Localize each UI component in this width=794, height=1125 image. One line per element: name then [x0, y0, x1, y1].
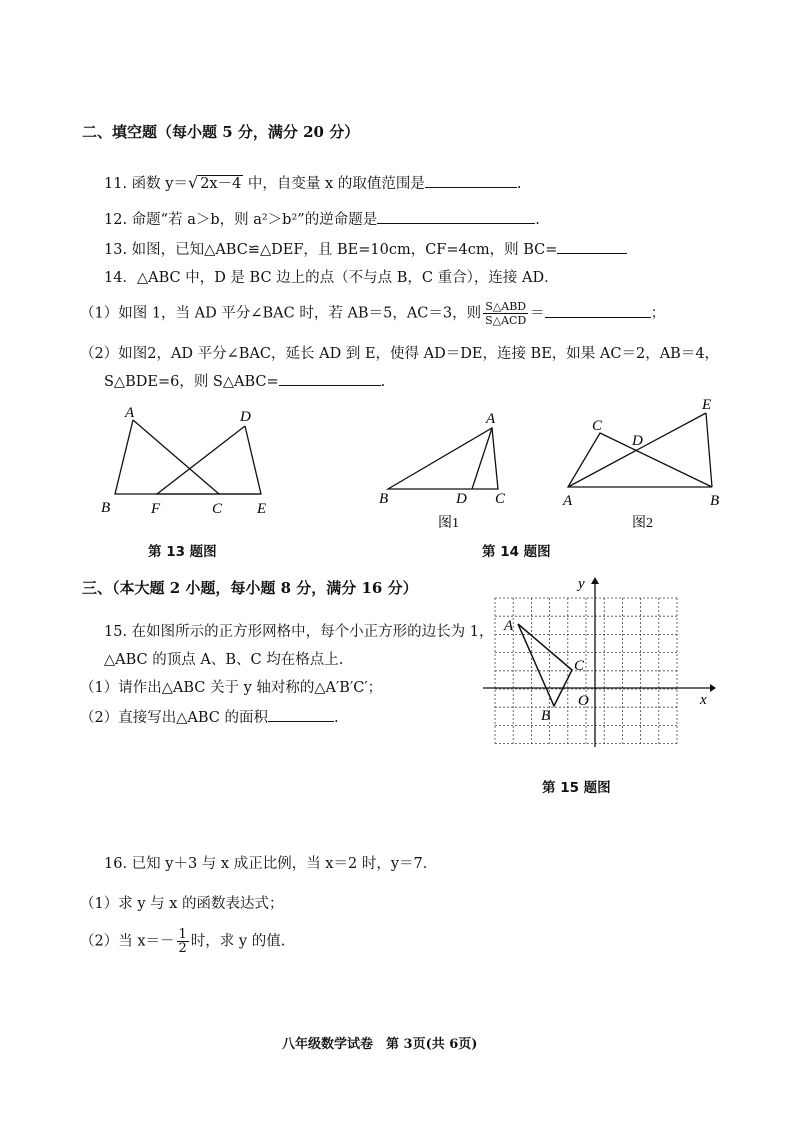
label-f: F: [151, 501, 161, 517]
question-12: [104, 208, 540, 229]
question-14-part-2-line-1: （2）如图2，AD 平分∠BAC，延长 AD 到 E，使得 AD＝DE，连接 BE，如果 AC＝2，AB＝4，: [80, 346, 720, 362]
figure-13: [95, 400, 285, 525]
question-13: [104, 238, 627, 259]
fig1-label-a: A: [486, 411, 496, 427]
question-15-line-2: △ABC 的顶点 A、B、C 均在格点上.: [104, 652, 344, 668]
q14-part1-text: （1）如图 1，当 AD 平分∠BAC 时，若 AB＝5，AC＝3，则: [80, 305, 482, 322]
question-11: [104, 172, 521, 193]
figure-15-caption: 第 15 题图: [542, 780, 611, 796]
q12-end: .: [535, 212, 540, 228]
figure-14-1: [379, 411, 506, 531]
label-d: D: [240, 409, 251, 425]
q14-part2-answer-blank[interactable]: [279, 373, 381, 386]
question-16-stem: 16. 已知 y＋3 与 x 成正比例，当 x＝2 时，y＝7．: [104, 856, 438, 872]
label-origin: O: [578, 693, 589, 709]
fraction-one-half: [177, 928, 189, 955]
q15-part2-text: （2）直接写出△ABC 的面积: [80, 710, 268, 726]
question-16-part-2: [80, 928, 285, 955]
q13-text: 13. 如图，已知△ABC≌△DEF，且 BE=10cm，CF=4cm，则 BC=: [104, 242, 558, 258]
fig2-label-d: D: [632, 433, 643, 449]
figure-14-caption: 第 14 题图: [482, 544, 551, 560]
q12-text: 12. 命题“若 a＞b，则 a²＞b²”的逆命题是: [104, 212, 378, 228]
question-14-part-2-line-2: [104, 370, 385, 391]
label-c: C: [212, 501, 223, 517]
label-a: A: [125, 405, 135, 421]
question-16-part-1: （1）求 y 与 x 的函数表达式；: [80, 896, 284, 912]
fig1-label-d: D: [456, 491, 467, 507]
fraction-numerator: 1: [178, 927, 187, 942]
section-2-title: 二、填空题（每小题 5 分，满分 20 分）: [82, 123, 360, 141]
segment-ae: [568, 413, 706, 487]
y-axis-arrow-icon: [591, 577, 599, 584]
q14-part1-eq: ＝: [530, 305, 545, 322]
segment-eb: [706, 413, 712, 487]
triangle-def: [157, 426, 261, 494]
question-15-part-1: （1）请作出△ABC 关于 y 轴对称的△A′B′C′；: [80, 680, 383, 696]
question-14-part-1: [80, 300, 665, 327]
fig2-label-a: A: [563, 493, 573, 509]
figure-13-caption: 第 13 题图: [148, 544, 217, 560]
q11-answer-blank[interactable]: [425, 175, 517, 188]
q15-answer-blank[interactable]: [268, 709, 334, 722]
fig1-caption: 图1: [438, 516, 459, 531]
dashed-grid: [495, 598, 677, 744]
segment-ad-fig1: [472, 428, 492, 489]
question-15-part-2: [80, 706, 339, 727]
figure-14-2: [562, 397, 719, 531]
q14-part2-text: S△BDE=6，则 S△ABC=: [104, 374, 279, 390]
fig2-label-c: C: [592, 418, 603, 434]
fraction-denominator: S△ACD: [485, 314, 527, 327]
label-b: B: [541, 708, 551, 724]
question-14-stem: 14．△ABC 中，D 是 BC 边上的点（不与点 B，C 重合），连接 AD．: [104, 270, 559, 286]
fig1-label-c: C: [495, 491, 506, 507]
triangle-abc-grid: [518, 624, 572, 706]
label-c: C: [574, 658, 585, 674]
x-axis-arrow-icon: [710, 684, 716, 692]
fig2-caption: 图2: [632, 516, 653, 531]
q14-part1-end: ；: [650, 305, 666, 322]
q16-part2-suffix: 时，求 y 的值.: [190, 933, 286, 950]
label-e: E: [257, 501, 267, 517]
section-3-title: 三、（本大题 2 小题，每小题 8 分，满分 16 分）: [82, 579, 418, 597]
fraction-denominator: 2: [178, 941, 187, 956]
figure-15: [478, 572, 718, 747]
q11-end: .: [516, 176, 522, 192]
q13-answer-blank[interactable]: [557, 241, 627, 254]
q15-part2-end: .: [333, 710, 339, 726]
q11-prefix: 11. 函数 y＝: [104, 176, 188, 192]
q12-answer-blank[interactable]: [377, 211, 535, 224]
label-y: y: [578, 576, 585, 592]
label-b: B: [101, 500, 111, 516]
q16-part2-prefix: （2）当 x＝－: [80, 933, 175, 950]
fig1-label-b: B: [379, 491, 389, 507]
page-footer: 八年级数学试卷 第 3页(共 6页): [282, 1037, 478, 1052]
area-ratio-fraction: [483, 300, 528, 327]
fraction-numerator: S△ABD: [483, 300, 528, 314]
figure-14: [370, 395, 740, 540]
q11-suffix: 中，自变量 x 的取值范围是: [243, 176, 425, 192]
fig2-label-e: E: [702, 397, 712, 413]
triangle-abc: [115, 420, 219, 494]
fig2-label-b: B: [710, 493, 720, 509]
q11-radicand: 2x－4: [200, 176, 242, 192]
q14-part2-end: .: [380, 374, 386, 390]
question-15-line-1: 15. 在如图所示的正方形网格中，每个小正方形的边长为 1，: [104, 624, 494, 640]
label-a: A: [504, 618, 514, 634]
radical-sign: √: [187, 173, 199, 192]
label-x: x: [700, 692, 707, 708]
q14-part1-answer-blank[interactable]: [545, 305, 651, 318]
